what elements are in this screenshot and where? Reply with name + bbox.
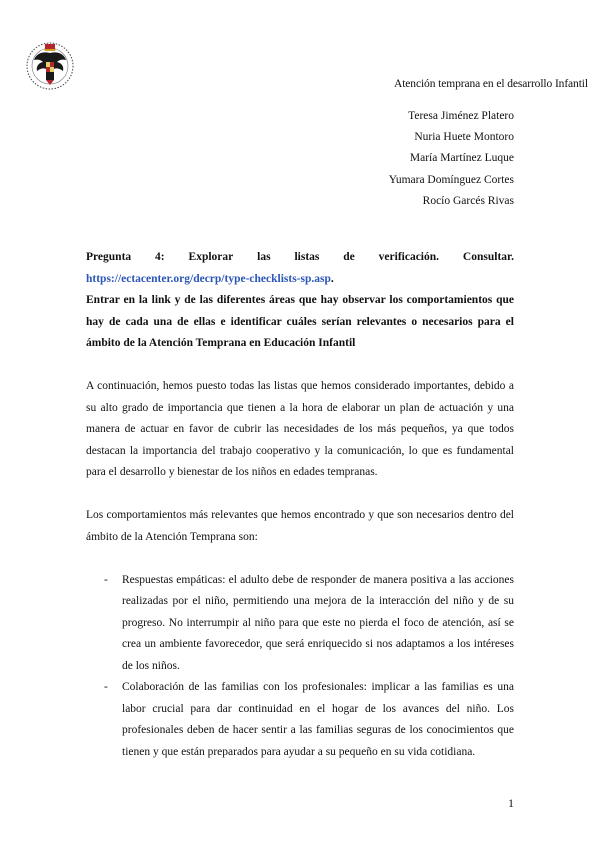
author-name: Nuria Huete Montoro	[414, 131, 514, 144]
question-link-line	[86, 269, 514, 291]
author-name: Yumara Domínguez Cortes	[388, 173, 514, 186]
document-header-title: Atención temprana en el desarrollo Infantil	[394, 78, 588, 90]
author-name: Teresa Jiménez Platero	[408, 110, 514, 122]
list-item-text: Colaboración de las familias con los profesionales: implicar a las familias es una labor crucial para dar continuidad en el hogar de los avances del niño. Los profesionales deben de hacer sentir a las familias seguras de los conocimientos que tienen y que están preparados para ayudar a su pequeño en su vida cotidiana.	[122, 681, 514, 758]
question-block	[86, 247, 514, 355]
question-word: Explorar	[188, 251, 234, 263]
author-name: Rocío Garcés Rivas	[422, 194, 514, 207]
question-instruction: Entrar en la link y de las diferentes áreas que hay observar los comportamientos que hay de cada una de ellas e identificar cuáles serían relevantes o necesarios para el ámbito de la Atención Temprana en Educación Infantil	[86, 294, 514, 349]
question-word: verificación.	[378, 251, 440, 263]
list-item-text: Respuestas empáticas: el adulto debe de responder de manera positiva a las acciones realizadas por el niño, permitiendo una mejora de la interacción del niño y de su progreso. No interrumpir al niño para que este no pierda el foco de atención, así se crea un ambiente favorecedor, que será enriquecido si nos adaptamos a los intéreses de los niños.	[122, 573, 514, 672]
question-word: 4:	[155, 251, 165, 263]
bullet-dash: -	[104, 681, 108, 693]
list-item	[86, 570, 514, 678]
link-suffix: .	[330, 272, 334, 285]
page-number: 1	[508, 796, 514, 810]
list-item	[86, 677, 514, 763]
question-word: listas	[294, 251, 320, 263]
question-word: de	[343, 251, 355, 263]
author-list	[389, 106, 514, 212]
behaviors-intro-paragraph: Los comportamientos más relevantes que hemos encontrado y que son necesarios dentro del ámbito de la Atención Temprana son:	[86, 509, 514, 543]
behaviors-list	[86, 570, 514, 764]
author-name: María Martínez Luque	[409, 152, 514, 165]
university-crest-logo	[24, 38, 76, 94]
question-word: las	[257, 251, 271, 263]
checklist-link[interactable]: https://ectacenter.org/decrp/type-checklists-sp.asp	[86, 272, 331, 285]
question-word: Consultar.	[462, 251, 514, 263]
question-heading	[86, 247, 514, 269]
document-body	[86, 247, 514, 763]
intro-paragraph: A continuación, hemos puesto todas las listas que hemos considerado importantes, debido a su alto grado de importancia que tienen a la hora de elaborar un plan de actuación y una manera de actuar en favor de cubrir las necesidades de los más pequeños, ya que todos destacan la importancia del trabajo cooperativo y la comunicación, lo que es fundamental para el desarrollo y bienestar de los niños en edades tempranas.	[86, 380, 514, 478]
bullet-dash: -	[104, 573, 108, 586]
question-word: Pregunta	[86, 251, 132, 263]
